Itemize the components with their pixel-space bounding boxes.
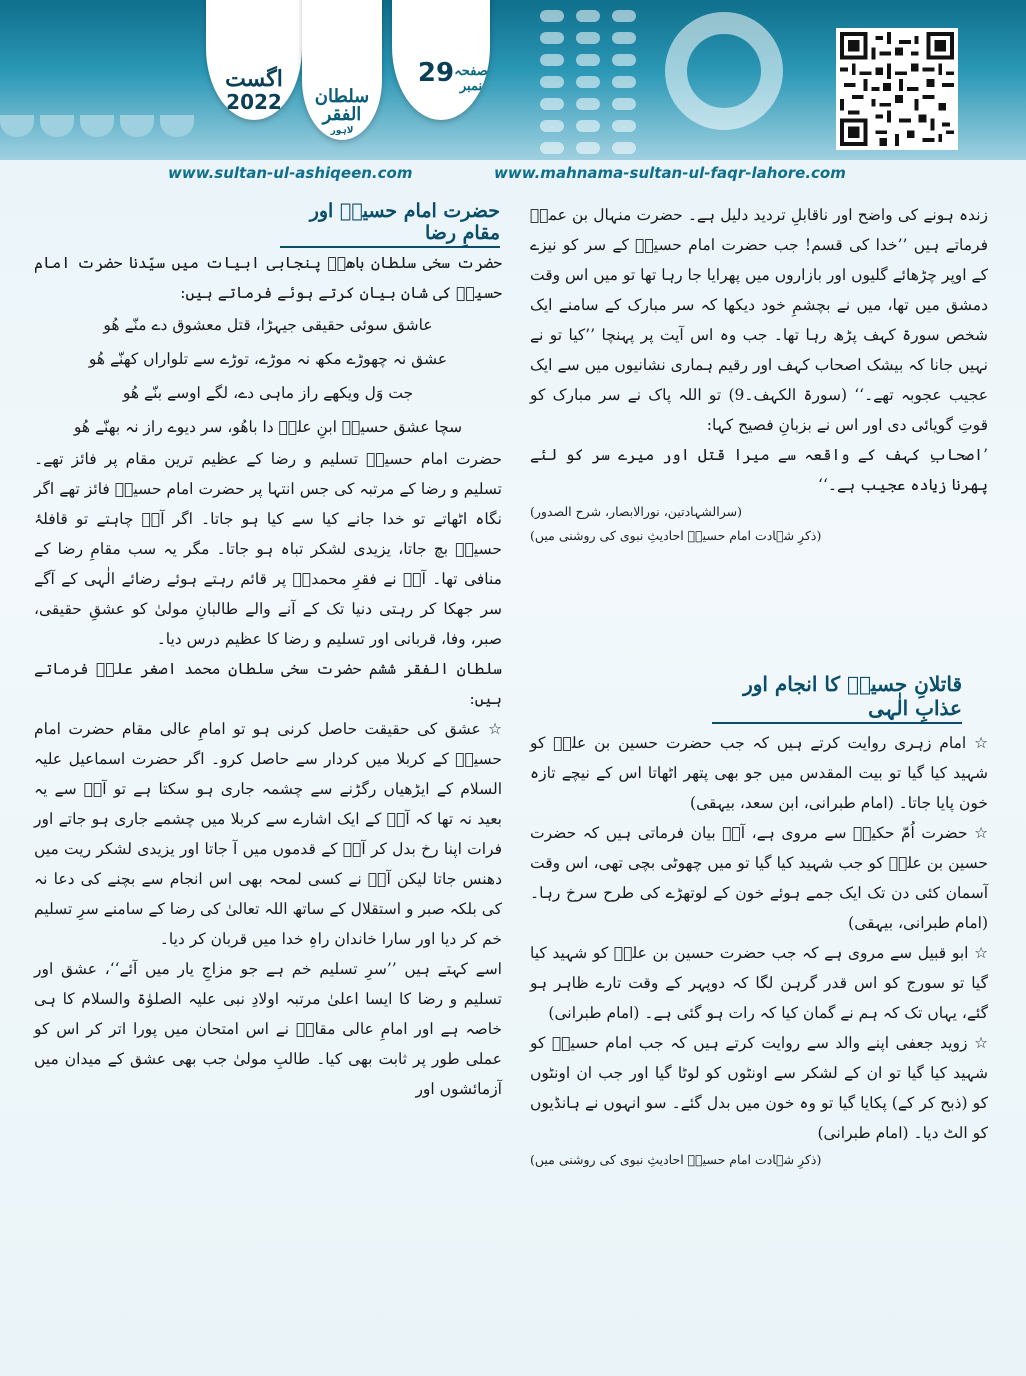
punjabi-poem xyxy=(34,308,502,444)
poem-line: جت وَل ویکھے راز ماہی دے، لگے اوسے بنّے ھُو xyxy=(122,384,414,402)
magazine-header xyxy=(0,0,1026,160)
issue-month: اگست xyxy=(225,66,283,92)
decorative-dot-grid xyxy=(540,6,650,156)
left-paragraph: حضرت امام حسینؓ تسلیم و رضا کے عظیم ترین مقام پر فائز تھے۔ تسلیم و رضا کے مرتبہ کی جس انتہا پر حضرت امام حسینؓ فائز تھے اگر نگاہ اٹھاتے تو خدا جانے کیا سے کیا ہو جاتا۔ اگر آپؓ چاہتے تو قافلۂ حسینؓ بچ جاتا، یزیدی لشکر تباہ ہو جاتا۔ مگر یہ سب مقامِ رضا کے منافی تھا۔ آپؓ نے فقرِ محمدیؐ پر قائم رہتے ہوئے رضائے الٰہی کے آگے سر جھکا کر رہتی دنیا تک کے آنے والے طالبانِ مولیٰ کو عشقِ حقیقی، صبر، وفا، قربانی اور تسلیم و رضا کا عظیم درس دیا۔ xyxy=(34,450,502,648)
website-link-mahnama[interactable]: www.mahnama-sultan-ul-faqr-lahore.com xyxy=(494,164,846,182)
right-quote: ’اصحابِ کہف کے واقعہ سے میرا قتل اور میرے سر کو لئے پھرنا زیادہ عجیب ہے۔‘‘ xyxy=(530,446,988,494)
left-column xyxy=(34,248,502,1104)
website-link-ashiqeen[interactable]: www.sultan-ul-ashiqeen.com xyxy=(168,164,413,182)
left-intro: حضرت سخی سلطان باھوؒ پنجابی ابیات میں سیّدنا حضرت امام حسینؓ کی شان بیان کرتے ہوئے فرماتے ہیں: xyxy=(34,254,502,302)
reference: (سرالشہادتین، نورالابصار، شرح الصدور) xyxy=(530,504,742,519)
list-item: ☆ ابو قبیل سے مروی ہے کہ جب حضرت حسین بن علیؓ کو شہید کیا گیا تو سورج کو اس قدر گرہن لگا کہ دوپہر کے وقت تارے ظاہر ہو گئے، یہاں تک کہ ہم نے گمان کیا کہ رات ہو گئی ہے۔ (امام طبرانی) xyxy=(530,944,988,1022)
list-item: ☆ حضرت اُمّ حکیمؓ سے مروی ہے، آپؓ بیان فرماتی ہیں کہ حضرت حسین بن علیؓ کو جب شہید کیا گیا تو میں چھوٹی بچی تھی، اس وقت آسمان کئی دن تک ایک جمے ہوئے خون کے لوتھڑے کی طرح سرخ رہا۔ (امام طبرانی، بیہقی) xyxy=(530,824,988,932)
poem-line: عشق نہ چھوڑے مکھ نہ موڑے، توڑے سے تلواراں کھنّے ھُو xyxy=(88,350,448,368)
reference: (ذکرِ شہادت امام حسینؓ احادیثِ نبوی کی روشنی میں) xyxy=(530,528,822,543)
left-paragraph: سلطان الفقر ششم حضرت سخی سلطان محمد اصغر علیؒ فرماتے ہیں: xyxy=(34,660,502,708)
qr-code-icon[interactable] xyxy=(836,28,958,150)
reference: (ذکرِ شہادت امام حسینؓ احادیثِ نبوی کی روشنی میں) xyxy=(530,1152,822,1167)
article-heading-qatilan-e-hussain: قاتلانِ حسینؓ کا انجام اور عذابِ الٰہی xyxy=(712,672,962,724)
page-number-label: صفحہ نمبر xyxy=(454,64,488,94)
magazine-logo: سلطان الفقر xyxy=(314,86,370,125)
right-column xyxy=(530,200,988,548)
website-links-bar xyxy=(0,160,1026,186)
issue-year: 2022 xyxy=(226,90,282,114)
magazine-logo-subtitle: لاہور xyxy=(330,126,354,136)
right-paragraph: زندہ ہونے کی واضح اور ناقابلِ تردید دلیل ہے۔ حضرت منہال بن عمرؓ فرماتے ہیں ’’خدا کی قسم! جب حضرت امام حسینؓ کے سر کو نیزے کے اوپر چڑھائے گلیوں اور بازاروں میں پھرایا جا رہا تھا تو میں اس وقت دمشق میں تھا، میں نے بچشمِ خود دیکھا کہ سر مبارک کے سامنے ایک شخص سورۃ کہف پڑھ رہا تھا۔ جب وہ اس آیت پر پہنچا ’’کیا تو نے نہیں جانا کہ بیشک اصحاب کہف اور رقیم ہماری نشانیوں میں سے ایک عجیب عجوبہ تھے۔‘‘ (سورۃ الکہف۔9) تو اللہ پاک نے سر مبارک کو قوتِ گویائی دی اور اس نے بزبانِ فصیح کہا: xyxy=(530,206,988,434)
poem-line: سچا عشق حسینؓ ابنِ علیؓ دا باھُو، سر دیوے راز نہ بھنّے ھُو xyxy=(73,418,463,436)
left-paragraph: اسے کہتے ہیں ’’سرِ تسلیم خم ہے جو مزاجِ یار میں آئے‘‘، عشق اور تسلیم و رضا کا ایسا اعلیٰ مرتبہ اولادِ نبی علیہ الصلوٰۃ والسلام کا ہی خاصہ ہے اور امامِ عالی مقامؓ نے اس امتحان میں پورا اتر کر اس کو عملی طور پر ثابت بھی کیا۔ طالبِ مولیٰ جب بھی عشق کے میدان میں آزمائشوں اور xyxy=(34,960,502,1098)
left-paragraph: ☆ عشق کی حقیقت حاصل کرنی ہو تو امامِ عالی مقام حضرت امام حسینؓ کے کربلا میں کردار سے حاصل کرو۔ اگر حضرت اسماعیل علیہ السلام کے ایڑھیاں رگڑنے سے چشمہ جاری ہو سکتا ہے تو آپؓ سے یہ بعید نہ تھا کہ آپؓ کے ایک اشارے سے کربلا میں چشمے جاری ہو جاتے اور فرات اپنا رخ بدل کر آپؓ کے قدموں میں آ جاتا اور یزیدی لشکر ریت میں دھنس جاتا لیکن آپؓ نے کسی لمحہ بھی اس انجام سے بچنے کی دعا نہ کی بلکہ صبر و استقلال کے ساتھ اللہ تعالیٰ کی رضا کے سامنے سرِ تسلیم خم کر دیا اور سارا خاندان راہِ خدا میں قربان کر دیا۔ xyxy=(34,720,502,948)
list-item: ☆ زوید جعفی اپنے والد سے روایت کرتے ہیں کہ جب امام حسینؓ کو شہید کیا گیا تو ان کے لشکر سے اونٹوں کو لوٹا گیا اور جب ان اونٹوں کو (ذبح کر کے) پکایا گیا تو وہ خون میں بدل گئے۔ سو انہوں نے ہانڈیوں کو الٹ دیا۔ (امام طبرانی) xyxy=(530,1034,988,1142)
page-number: 29 xyxy=(417,58,455,88)
list-item: ☆ امام زہری روایت کرتے ہیں کہ جب حضرت حسین بن علیؓ کو شہید کیا گیا تو بیت المقدس میں جو بھی پتھر اٹھاتا اس کے نیچے تازہ خون پایا جاتا۔ (امام طبرانی، ابن سعد، بیہقی) xyxy=(530,734,988,812)
decorative-ring xyxy=(665,12,783,130)
right-column-lower xyxy=(530,728,988,1172)
article-heading-maqam-e-raza: حضرت امام حسینؓ اور مقامِ رضا xyxy=(280,200,500,248)
poem-line: عاشق سوئی حقیقی جیہڑا، قتل معشوق دے منّے ھُو xyxy=(103,316,433,334)
decorative-tiles xyxy=(0,115,200,160)
